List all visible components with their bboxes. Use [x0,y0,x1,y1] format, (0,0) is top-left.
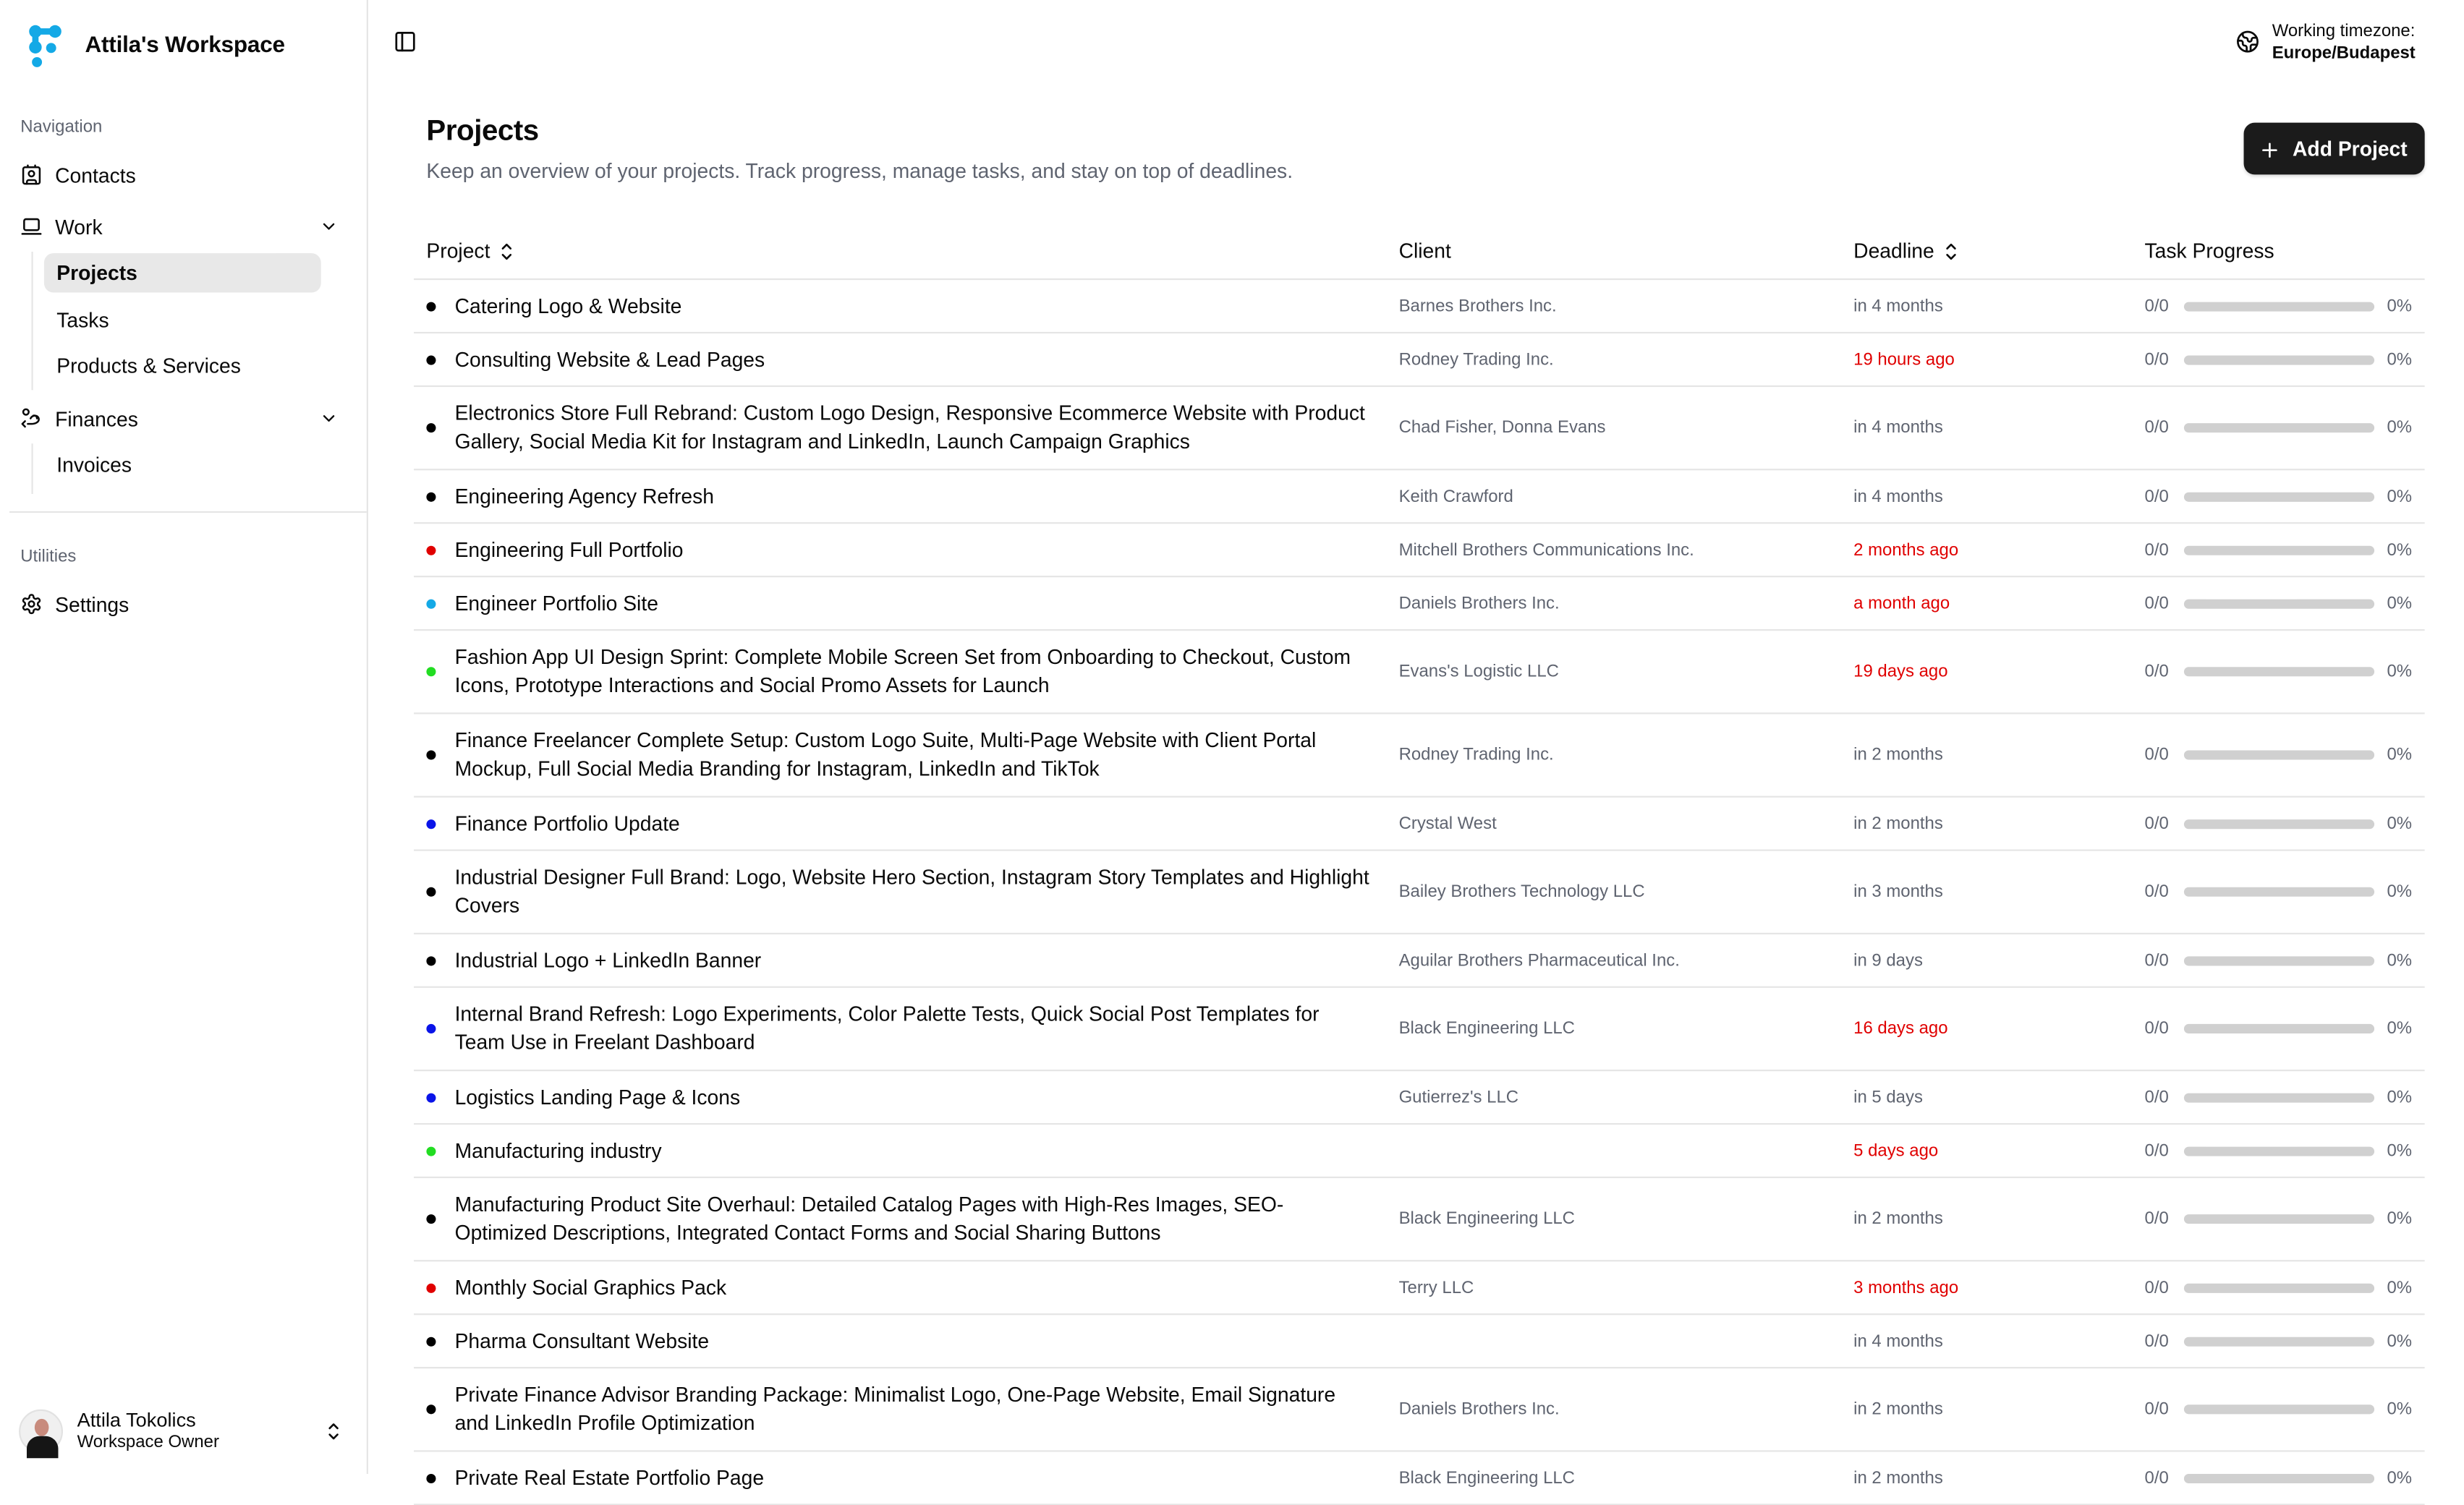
sidebar-item-projects[interactable]: Projects [44,253,321,292]
deadline-cell: 3 months ago [1853,1278,1959,1297]
deadline-cell: in 2 months [1853,1209,1943,1229]
deadline-cell: in 9 days [1853,950,1923,970]
task-progress-cell [2145,1178,2425,1260]
task-progress-cell [2145,1315,2425,1367]
column-header-client: Client [1398,239,1451,263]
chevron-down-icon[interactable] [320,217,339,236]
deadline-cell: in 2 months [1853,1468,1943,1488]
client-cell: Crystal West [1398,814,1497,833]
progress-percent: 0% [2387,882,2413,902]
sidebar-toggle-button[interactable] [394,30,417,54]
task-count: 0/0 [2144,1209,2169,1229]
progress-bar [2184,1283,2374,1292]
project-name: Industrial Designer Full Brand: Logo, Website Hero Section, Instagram Story Templates and Highlight Covers [454,865,1369,918]
project-cell [426,934,1370,986]
project-color-dot [426,599,436,608]
sidebar-item-work[interactable] [9,206,343,247]
project-color-dot [426,667,436,676]
project-name: Catering Logo & Website [454,293,682,317]
task-count: 0/0 [2144,1399,2169,1419]
deadline-cell: in 4 months [1853,487,1943,506]
sidebar-item-label: Work [55,214,103,239]
task-count: 0/0 [2144,594,2169,613]
sort-icon [1944,242,1960,260]
sidebar-item-label: Contacts [55,163,136,187]
client-cell: Aguilar Brothers Pharmaceutical Inc. [1398,950,1680,970]
project-cell [426,631,1370,712]
project-color-dot [426,423,436,432]
table-row[interactable] [414,1261,2425,1315]
task-progress-cell [2145,524,2425,576]
user-role: Workspace Owner [77,1433,219,1452]
project-cell [426,798,1370,850]
table-row[interactable] [414,1125,2425,1178]
progress-bar [2184,1473,2374,1483]
project-cell [426,988,1370,1070]
globe-icon [2236,30,2260,54]
sidebar-divider [9,511,367,513]
sidebar-item-label: Settings [55,592,129,616]
task-count: 0/0 [2144,814,2169,833]
client-cell: Black Engineering LLC [1398,1209,1575,1229]
table-row[interactable] [414,1452,2425,1505]
table-row[interactable] [414,577,2425,631]
task-count: 0/0 [2144,662,2169,681]
workspace-name: Attila's Workspace [85,33,285,59]
project-color-dot [426,1473,436,1483]
project-cell [426,333,1370,385]
client-cell: Daniels Brothers Inc. [1398,1399,1560,1419]
table-row[interactable] [414,851,2425,934]
progress-percent: 0% [2387,1278,2413,1297]
task-count: 0/0 [2144,882,2169,902]
table-row[interactable] [414,798,2425,851]
deadline-cell: in 2 months [1853,814,1943,833]
client-cell: Mitchell Brothers Communications Inc. [1398,540,1694,560]
deadline-cell: in 4 months [1853,1331,1943,1351]
progress-bar [2184,1336,2374,1346]
project-name: Monthly Social Graphics Pack [454,1274,727,1299]
panel-left-icon [394,33,417,60]
user-name: Attila Tokolics [77,1409,196,1432]
progress-percent: 0% [2387,950,2413,970]
task-count: 0/0 [2144,1278,2169,1297]
sidebar-item-products-services[interactable]: Products & Services [56,354,241,378]
project-color-dot [426,354,436,364]
avatar [19,1410,63,1454]
sidebar-item-invoices[interactable]: Invoices [56,453,132,477]
project-name: Internal Brand Refresh: Logo Experiments, Color Palette Tests, Quick Social Post Templates for Team Use in Freelant Dashboard [454,1002,1320,1054]
sidebar-item-contacts[interactable] [9,154,343,195]
deadline-cell: 19 hours ago [1853,349,1955,370]
project-color-dot [426,1336,436,1346]
project-color-dot [426,1404,436,1414]
progress-percent: 0% [2387,1088,2413,1107]
progress-bar [2184,302,2374,311]
progress-bar [2184,492,2374,501]
progress-bar [2184,545,2374,555]
progress-bar [2184,599,2374,608]
client-cell: Terry LLC [1398,1278,1474,1297]
project-cell [426,577,1370,629]
progress-bar [2184,667,2374,676]
project-name: Industrial Logo + LinkedIn Banner [454,947,762,972]
task-progress-cell [2145,280,2425,332]
project-color-dot [426,1024,436,1033]
client-cell: Black Engineering LLC [1398,1019,1575,1039]
deadline-cell: 19 days ago [1853,662,1948,681]
column-header-project[interactable]: Project [426,239,515,263]
deadline-cell: in 3 months [1853,882,1943,902]
column-header-deadline[interactable]: Deadline [1853,239,1959,263]
client-cell: Evans's Logistic LLC [1398,662,1559,681]
chevrons-up-down-icon [324,1420,343,1442]
progress-bar [2184,354,2374,364]
sort-icon [499,242,515,260]
task-progress-cell [2145,387,2425,469]
sidebar-item-finances[interactable] [9,398,343,439]
task-count: 0/0 [2144,1088,2169,1107]
add-project-label: Add Project [2293,137,2408,161]
project-cell [426,1315,1370,1367]
project-cell [426,1178,1370,1260]
column-header-task-progress: Task Progress [2144,239,2274,263]
progress-bar [2184,819,2374,828]
project-cell [426,280,1370,332]
project-cell [426,387,1370,469]
page-title: Projects [426,113,539,147]
timezone-value: Europe/Budapest [2272,43,2416,63]
progress-percent: 0% [2387,814,2413,833]
table-row[interactable] [414,333,2425,387]
table-row[interactable] [414,934,2425,988]
progress-bar [2184,1146,2374,1155]
project-cell [426,1125,1370,1177]
project-cell [426,851,1370,933]
project-color-dot [426,1093,436,1102]
task-progress-cell [2145,714,2425,796]
project-name: Manufacturing Product Site Overhaul: Detailed Catalog Pages with High-Res Images, SEO-Optimized Descriptions, Integrated Contact Forms and Social Sharing Buttons [454,1192,1284,1245]
sidebar-item-label: Finances [55,406,138,430]
progress-bar [2184,1024,2374,1033]
project-name: Finance Portfolio Update [454,811,680,835]
page-description: Keep an overview of your projects. Track progress, manage tasks, and stay on top of deadlines. [426,158,1293,183]
client-cell: Keith Crawford [1398,487,1513,506]
project-cell [426,1071,1370,1123]
project-name: Engineering Full Portfolio [454,537,684,561]
table-row[interactable] [414,714,2425,797]
project-color-dot [426,887,436,897]
task-progress-cell [2145,851,2425,933]
task-progress-cell [2145,934,2425,986]
table-row[interactable] [414,1178,2425,1261]
hand-coins-icon [20,407,42,429]
client-cell: Daniels Brothers Inc. [1398,594,1560,613]
table-body [414,280,2425,1505]
plus-icon [2261,140,2279,158]
project-color-dot [426,492,436,501]
task-count: 0/0 [2144,487,2169,506]
task-progress-cell [2145,1071,2425,1123]
task-progress-cell [2145,470,2425,522]
dots-logo-icon [28,24,63,68]
table-row[interactable] [414,387,2425,470]
task-count: 0/0 [2144,418,2169,438]
progress-percent: 0% [2387,349,2413,370]
progress-percent: 0% [2387,745,2413,765]
project-name: Private Finance Advisor Branding Package: Minimalist Logo, One-Page Website, Email Signature and LinkedIn Profile Optimization [454,1382,1336,1435]
task-progress-cell [2145,1368,2425,1450]
table-row[interactable] [414,470,2425,524]
project-color-dot [426,1146,436,1155]
project-cell [426,470,1370,522]
task-progress-cell [2145,988,2425,1070]
user-menu[interactable] [19,1404,352,1458]
progress-bar [2184,1404,2374,1414]
deadline-cell: 2 months ago [1853,540,1959,560]
submenu-guide-line [32,252,33,390]
timezone-label: Working timezone: [2272,22,2416,41]
task-progress-cell [2145,1261,2425,1313]
project-cell [426,1452,1370,1504]
progress-percent: 0% [2387,1019,2413,1039]
project-color-dot [426,955,436,965]
table-row[interactable] [414,1368,2425,1451]
deadline-cell: in 4 months [1853,418,1943,438]
sidebar-item-settings[interactable] [9,584,343,625]
progress-percent: 0% [2387,1209,2413,1229]
table-row[interactable] [414,988,2425,1071]
navigation-section-label: Navigation [20,118,103,137]
laptop-icon [20,216,42,237]
project-name: Engineering Agency Refresh [454,483,714,508]
project-cell [426,1261,1370,1313]
project-name: Finance Freelancer Complete Setup: Custom Logo Suite, Multi-Page Website with Client Portal Mockup, Full Social Media Branding for Instagram, LinkedIn and TikTok [454,728,1317,780]
progress-percent: 0% [2387,1331,2413,1351]
table-row[interactable] [414,1315,2425,1368]
sidebar-item-tasks[interactable]: Tasks [56,308,109,332]
task-count: 0/0 [2144,349,2169,370]
client-cell: Rodney Trading Inc. [1398,349,1554,370]
deadline-cell: in 2 months [1853,1399,1943,1419]
project-color-dot [426,750,436,759]
progress-percent: 0% [2387,1141,2413,1161]
progress-bar [2184,955,2374,965]
sidebar [0,0,368,1474]
working-timezone [2236,20,2416,64]
deadline-cell: in 4 months [1853,296,1943,316]
task-count: 0/0 [2144,1019,2169,1039]
task-progress-cell [2145,631,2425,712]
gear-icon [20,593,42,615]
task-count: 0/0 [2144,540,2169,560]
project-name: Logistics Landing Page & Icons [454,1084,741,1109]
progress-percent: 0% [2387,418,2413,438]
progress-percent: 0% [2387,1468,2413,1488]
project-cell [426,1368,1370,1450]
project-color-dot [426,1283,436,1292]
project-color-dot [426,302,436,311]
task-count: 0/0 [2144,1331,2169,1351]
progress-percent: 0% [2387,487,2413,506]
progress-percent: 0% [2387,296,2413,316]
client-cell: Rodney Trading Inc. [1398,745,1554,765]
progress-bar [2184,750,2374,759]
project-name: Manufacturing industry [454,1138,662,1162]
task-count: 0/0 [2144,1468,2169,1488]
projects-table [414,225,2425,1505]
utilities-section-label: Utilities [20,547,77,566]
deadline-cell: in 5 days [1853,1088,1923,1107]
workspace-switcher[interactable] [28,22,285,69]
task-count: 0/0 [2144,1141,2169,1161]
progress-bar [2184,423,2374,432]
chevron-down-icon[interactable] [320,409,339,428]
task-progress-cell [2145,333,2425,385]
client-cell: Black Engineering LLC [1398,1468,1575,1488]
progress-percent: 0% [2387,594,2413,613]
project-cell [426,714,1370,796]
task-progress-cell [2145,1125,2425,1177]
task-count: 0/0 [2144,950,2169,970]
client-cell: Bailey Brothers Technology LLC [1398,882,1645,902]
project-cell [426,524,1370,576]
task-count: 0/0 [2144,296,2169,316]
task-progress-cell [2145,1452,2425,1504]
client-cell: Barnes Brothers Inc. [1398,296,1557,316]
progress-percent: 0% [2387,540,2413,560]
progress-bar [2184,887,2374,897]
progress-percent: 0% [2387,1399,2413,1419]
submenu-guide-line [32,443,33,494]
project-color-dot [426,1214,436,1224]
table-row[interactable] [414,280,2425,333]
project-name: Pharma Consultant Website [454,1328,710,1352]
deadline-cell: a month ago [1853,594,1950,613]
progress-percent: 0% [2387,662,2413,681]
project-color-dot [426,819,436,828]
project-name: Electronics Store Full Rebrand: Custom Logo Design, Responsive Ecommerce Website with Product Gallery, Social Media Kit for Instagram and LinkedIn, Launch Campaign Graphics [454,401,1365,453]
table-row[interactable] [414,524,2425,577]
project-name: Consulting Website & Lead Pages [454,346,765,371]
progress-bar [2184,1093,2374,1102]
table-header [414,225,2425,280]
deadline-cell: 5 days ago [1853,1141,1939,1161]
task-progress-cell [2145,798,2425,850]
task-count: 0/0 [2144,745,2169,765]
project-name: Engineer Portfolio Site [454,590,658,615]
task-progress-cell [2145,577,2425,629]
project-color-dot [426,545,436,555]
table-row[interactable] [414,1071,2425,1125]
contact-icon [20,163,42,185]
client-cell: Gutierrez's LLC [1398,1088,1519,1107]
deadline-cell: in 2 months [1853,745,1943,765]
add-project-button[interactable] [2244,123,2425,175]
deadline-cell: 16 days ago [1853,1019,1948,1039]
progress-bar [2184,1214,2374,1224]
client-cell: Chad Fisher, Donna Evans [1398,418,1606,438]
project-name: Private Real Estate Portfolio Page [454,1465,765,1489]
table-row[interactable] [414,631,2425,714]
project-name: Fashion App UI Design Sprint: Complete Mobile Screen Set from Onboarding to Checkout, Custom Icons, Prototype Interactions and Social Promo Assets for Launch [454,644,1351,697]
